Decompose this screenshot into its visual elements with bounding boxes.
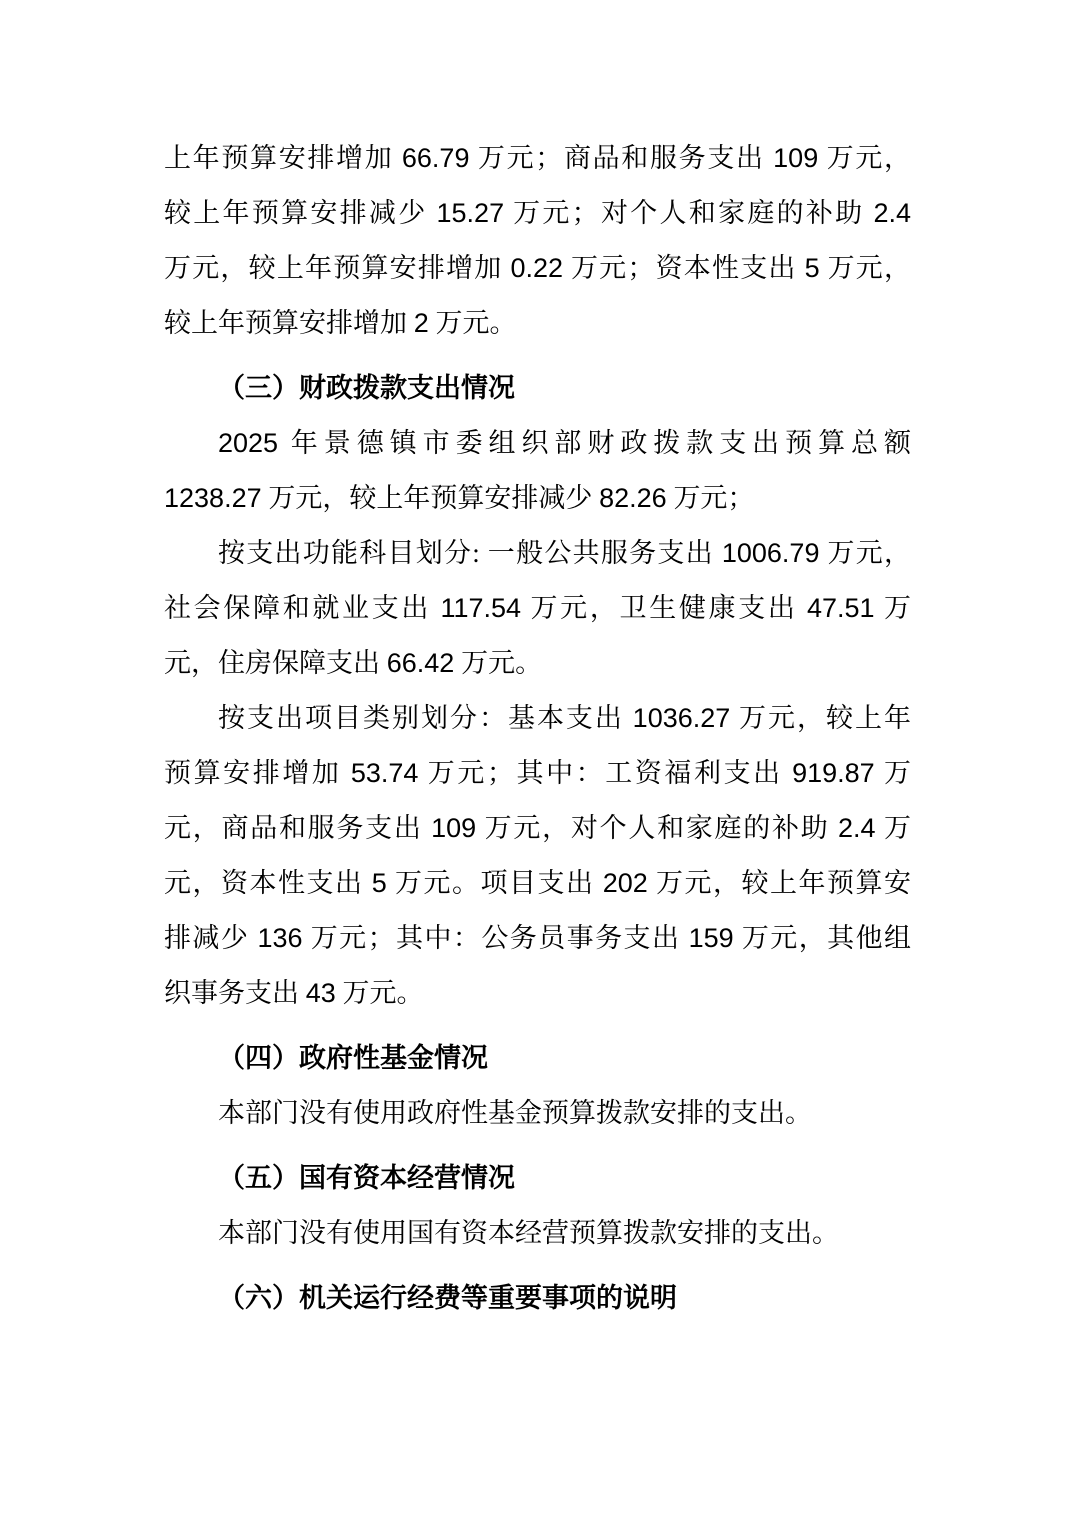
text-line: 元，商品和服务支出 109 万元，对个人和家庭的补助 2.4 万 <box>164 813 912 843</box>
text-line: 本部门没有使用国有资本经营预算拨款安排的支出。 <box>218 1218 839 1248</box>
numeric-value: 109 <box>431 813 477 843</box>
section-heading: （六）机关运行经费等重要事项的说明 <box>218 1283 677 1313</box>
numeric-value: 82.26 <box>599 483 667 513</box>
numeric-value: 2.4 <box>873 198 912 228</box>
text-line: 万元，较上年预算安排增加 0.22 万元；资本性支出 5 万元， <box>164 253 912 283</box>
numeric-value: 117.54 <box>440 593 522 623</box>
numeric-value: 47.51 <box>807 593 875 623</box>
numeric-value: 136 <box>257 923 303 953</box>
numeric-value: 66.42 <box>386 648 455 678</box>
document-content <box>164 131 911 1326</box>
text-line: 元，资本性支出 5 万元。项目支出 202 万元，较上年预算安 <box>164 868 912 898</box>
text-line: 织事务支出 43 万元。 <box>164 978 424 1008</box>
paragraph <box>164 526 911 691</box>
text-line: 较上年预算安排增加 2 万元。 <box>164 308 517 338</box>
numeric-value: 2.4 <box>837 813 876 843</box>
numeric-value: 0.22 <box>510 253 564 283</box>
paragraph <box>164 1086 911 1141</box>
text-line: 2025 年景德镇市委组织部财政拨款支出预算总额 <box>218 428 911 458</box>
numeric-value: 53.74 <box>350 758 419 788</box>
paragraph <box>164 1206 911 1261</box>
numeric-value: 202 <box>602 868 648 898</box>
text-line: 上年预算安排增加 66.79 万元；商品和服务支出 109 万元， <box>164 143 912 173</box>
numeric-value: 2025 <box>218 428 279 458</box>
section-heading: （五）国有资本经营情况 <box>218 1163 515 1193</box>
numeric-value: 5 <box>371 868 387 898</box>
paragraph <box>164 691 911 1021</box>
numeric-value: 1238.27 <box>164 483 262 513</box>
text-line: 社会保障和就业支出 117.54 万元，卫生健康支出 47.51 万 <box>164 593 912 623</box>
numeric-value: 159 <box>688 923 734 953</box>
numeric-value: 2 <box>413 308 429 338</box>
text-line: 本部门没有使用政府性基金预算拨款安排的支出。 <box>218 1098 812 1128</box>
numeric-value: 5 <box>804 253 820 283</box>
text-line: 排减少 136 万元；其中：公务员事务支出 159 万元，其他组 <box>164 923 912 953</box>
numeric-value: 43 <box>305 978 336 1008</box>
numeric-value: 66.79 <box>401 143 470 173</box>
section-heading: （四）政府性基金情况 <box>218 1043 488 1073</box>
text-line: 按支出功能科目划分: 一般公共服务支出 1006.79 万元， <box>218 538 911 568</box>
numeric-value: 1006.79 <box>721 538 820 568</box>
text-line: 预算安排增加 53.74 万元；其中：工资福利支出 919.87 万 <box>164 758 912 788</box>
numeric-value: 1036.27 <box>632 703 731 733</box>
text-line: 按支出项目类别划分：基本支出 1036.27 万元，较上年 <box>218 703 911 733</box>
numeric-value: 919.87 <box>792 758 875 788</box>
paragraph <box>164 131 911 351</box>
text-line: 较上年预算安排减少 15.27 万元；对个人和家庭的补助 2.4 <box>164 198 912 228</box>
section-heading: （三）财政拨款支出情况 <box>218 373 515 403</box>
paragraph <box>164 416 911 526</box>
text-line: 元，住房保障支出 66.42 万元。 <box>164 648 543 678</box>
text-line: 1238.27 万元，较上年预算安排减少 82.26 万元； <box>164 483 755 513</box>
numeric-value: 15.27 <box>436 198 505 228</box>
numeric-value: 109 <box>773 143 819 173</box>
